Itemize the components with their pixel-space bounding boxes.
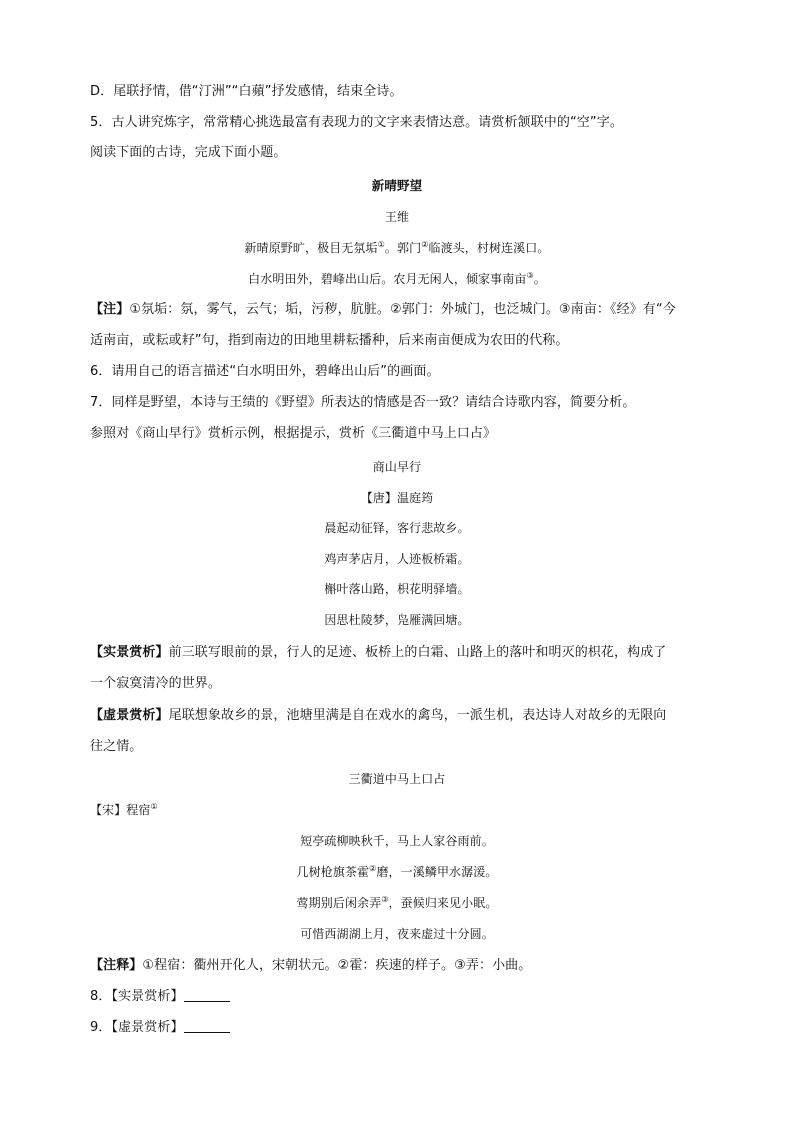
poem3-note-label: 【注释】 bbox=[90, 958, 143, 973]
real-analysis-line2: 一个寂寞清冷的世界。 bbox=[90, 676, 222, 691]
note-label: 【注】 bbox=[90, 302, 130, 317]
poem1-author: 王维 bbox=[384, 210, 410, 224]
poem2-line3: 槲叶落山路，枳花明驿墙。 bbox=[324, 582, 470, 596]
question-9: 9．【虚景赏析】 bbox=[90, 1017, 730, 1039]
poem2-line2: 鸡声茅店月，人迹板桥霜。 bbox=[324, 552, 470, 566]
poem1-line2: 白水明田外，碧峰出山后。农月无闲人，倾家事南亩③。 bbox=[248, 271, 546, 286]
reading-instruction: 阅读下面的古诗，完成下面小题。 bbox=[90, 145, 287, 160]
virtual-analysis-label: 【虚景赏析】 bbox=[90, 708, 169, 723]
poem1-note-line2: 适南亩，或耘或耔”句，指到南边的田地里耕耘播种，后来南亩便成为农田的代称。 bbox=[90, 333, 569, 348]
poem3-line2: 几树枪旗茶霍②磨，一溪鳞甲水潺湲。 bbox=[296, 864, 498, 879]
poem3-line1: 短亭疏柳映秋千，马上人家谷雨前。 bbox=[300, 834, 494, 848]
virtual-analysis-line2: 往之情。 bbox=[90, 739, 143, 754]
poem1-line1: 新晴原野旷，极目无氛垢①。郭门②临渡头，村树连溪口。 bbox=[244, 240, 550, 255]
poem2-title: 商山早行 bbox=[372, 460, 422, 474]
q4-option-d: D．尾联抒情，借“汀洲”“白蘋”抒发感情，结束全诗。 bbox=[90, 84, 403, 99]
poem2-line4: 因思杜陵梦，凫雁满回塘。 bbox=[324, 613, 470, 627]
poem2-line1: 晨起动征铎，客行悲故乡。 bbox=[324, 521, 470, 535]
real-analysis-label: 【实景赏析】 bbox=[90, 645, 169, 660]
poem1-note-line1: 【注】①氛垢：氛，雾气，云气；垢，污秽，肮脏。②郭门：外城门，也泛城门。③南亩：《经》有“今 bbox=[90, 302, 676, 317]
real-analysis-line1: 【实景赏析】前三联写眼前的景，行人的足迹、板桥上的白霜、山路上的落叶和明灭的枳花，构成了 bbox=[90, 645, 667, 660]
virtual-analysis-line1: 【虚景赏析】尾联想象故乡的景，池塘里满是自在戏水的禽鸟，一派生机，表达诗人对故乡的无限向 bbox=[90, 708, 667, 723]
poem2-author: 【唐】温庭筠 bbox=[360, 491, 434, 505]
poem3-line4: 可惜西湖湖上月，夜来虚过十分圆。 bbox=[300, 927, 494, 941]
poem3-line3: 莺期别后闲余弄③，蚕候归来见小眠。 bbox=[296, 895, 498, 910]
poem3-author: 【宋】程宿① bbox=[90, 802, 158, 817]
example-instruction: 参照对《商山早行》赏析示例，根据提示，赏析《三衢道中马上口占》 bbox=[90, 426, 497, 441]
answer-blank-9[interactable] bbox=[184, 1018, 230, 1033]
answer-blank-8[interactable] bbox=[184, 987, 230, 1002]
question-6: 6．请用自己的语言描述“白水明田外，碧峰出山后”的画面。 bbox=[90, 364, 440, 379]
poem3-title: 三衢道中马上口占 bbox=[348, 772, 446, 786]
poem3-note: 【注释】①程宿：衢州开化人，宋朝状元。②霍：疾速的样子。③弄：小曲。 bbox=[90, 958, 532, 973]
poem1-title: 新晴野望 bbox=[371, 178, 423, 193]
question-8: 8．【实景赏析】 bbox=[90, 986, 730, 1008]
question-7: 7．同样是野望，本诗与王绩的《野望》所表达的情感是否一致？请结合诗歌内容，简要分析。 bbox=[90, 395, 636, 410]
question-5: 5．古人讲究炼字，常常精心挑选最富有表现力的文字来表情达意。请赏析颔联中的“空”字。 bbox=[90, 115, 623, 130]
